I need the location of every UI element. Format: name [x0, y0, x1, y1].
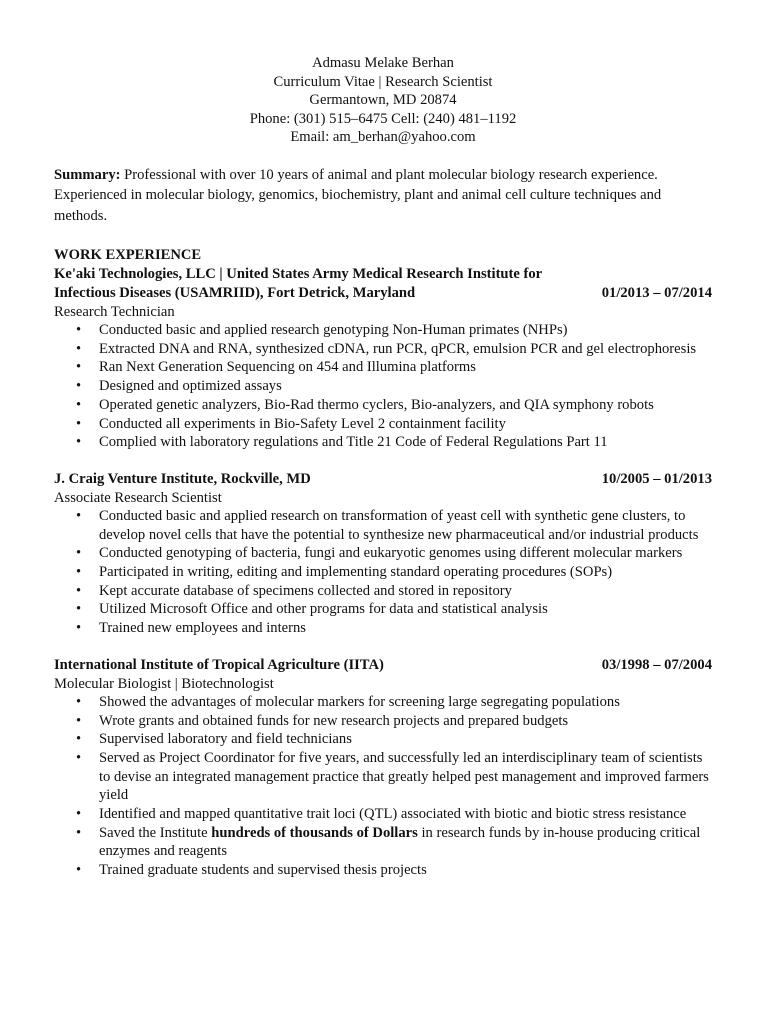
duty-item: • Showed the advantages of molecular markers for screening large segregating populations — [54, 693, 712, 712]
summary-label: Summary: — [54, 166, 121, 183]
duty-item: • Complied with laboratory regulations and Title 21 Code of Federal Regulations Part 11 — [54, 433, 712, 452]
phone-numbers: Phone: (301) 515–6475 Cell: (240) 481–1192 — [249, 110, 517, 127]
job-role: Molecular Biologist | Biotechnologist — [54, 675, 274, 692]
summary-text: Professional with over 10 years of animal and plant molecular biology research experience. Experienced in molecular biology, genomics, biochemistry, plant and animal cell culture techniques and methods. — [54, 166, 662, 224]
duty-item: • Conducted all experiments in Bio-Safety Level 2 containment facility — [54, 415, 712, 434]
duty-item: • Participated in writing, editing and implementing standard operating procedures (SOPs) — [54, 563, 712, 582]
duty-item: • Conducted genotyping of bacteria, fungi and eukaryotic genomes using different molecular markers — [54, 544, 712, 563]
duty-item-savings — [54, 824, 712, 861]
job-header — [54, 470, 712, 489]
job-organization: Ke'aki Technologies, LLC | United States Army Medical Research Institute for Infectious Diseases (USAMRIID), Fort Detrick, Maryland — [54, 266, 542, 301]
cv-title: Curriculum Vitae | Research Scientist — [273, 73, 493, 90]
duty-item: • Trained graduate students and supervised thesis projects — [54, 861, 712, 880]
email: Email: am_berhan@yahoo.com — [290, 129, 476, 145]
duty-item: • Served as Project Coordinator for five years, and successfully led an interdisciplinary team of scientists to devise an integrated management practice that greatly helped pest management and improved farmers yield — [54, 749, 712, 805]
resume-page — [54, 54, 712, 880]
summary-section — [54, 165, 712, 227]
duty-item: • Kept accurate database of specimens collected and stored in repository — [54, 582, 712, 601]
job-duties — [54, 693, 712, 880]
savings-amount: hundreds of thousands of Dollars — [211, 824, 418, 841]
job-dates: 03/1998 – 07/2004 — [601, 656, 712, 673]
job-header — [54, 265, 712, 303]
job-dates: 10/2005 – 01/2013 — [601, 470, 712, 487]
duty-item: • Conducted basic and applied research on transformation of yeast cell with synthetic gene clusters, to develop novel cells that have the potential to synthesize new pharmaceutical and/or industrial products — [54, 507, 712, 544]
duty-item: • Designed and optimized assays — [54, 377, 712, 396]
resume-header — [54, 54, 712, 147]
savings-text-before: Saved the Institute — [99, 824, 212, 841]
duty-item: • Extracted DNA and RNA, synthesized cDNA, run PCR, qPCR, emulsion PCR and gel electrophoresis — [54, 340, 712, 359]
address: Germantown, MD 20874 — [309, 92, 457, 108]
job-header — [54, 656, 712, 675]
duty-item: • Operated genetic analyzers, Bio-Rad thermo cyclers, Bio-analyzers, and QIA symphony robots — [54, 396, 712, 415]
savings-text-after: in research funds by in-house producing critical enzymes and reagents — [99, 824, 701, 860]
duty-item: • Supervised laboratory and field technicians — [54, 730, 712, 749]
job-duties — [54, 321, 712, 452]
job-entry — [54, 656, 712, 880]
job-organization: International Institute of Tropical Agriculture (IITA) — [54, 656, 384, 673]
duty-item: • Conducted basic and applied research genotyping Non-Human primates (NHPs) — [54, 321, 712, 340]
candidate-name: Admasu Melake Berhan — [312, 55, 454, 71]
job-entry — [54, 265, 712, 452]
duty-item: • Trained new employees and interns — [54, 619, 712, 638]
duty-item: • Wrote grants and obtained funds for new research projects and prepared budgets — [54, 712, 712, 731]
job-entry — [54, 470, 712, 638]
duty-item: • Identified and mapped quantitative trait loci (QTL) associated with biotic and biotic stress resistance — [54, 805, 712, 824]
job-dates: 01/2013 – 07/2014 — [601, 285, 712, 301]
work-experience-heading: WORK EXPERIENCE — [54, 247, 202, 263]
job-duties — [54, 507, 712, 638]
duty-item: • Utilized Microsoft Office and other programs for data and statistical analysis — [54, 600, 712, 619]
job-organization: J. Craig Venture Institute, Rockville, MD — [54, 470, 311, 487]
duty-item: • Ran Next Generation Sequencing on 454 and Illumina platforms — [54, 358, 712, 377]
job-role: Research Technician — [54, 304, 175, 320]
job-role: Associate Research Scientist — [54, 489, 222, 506]
